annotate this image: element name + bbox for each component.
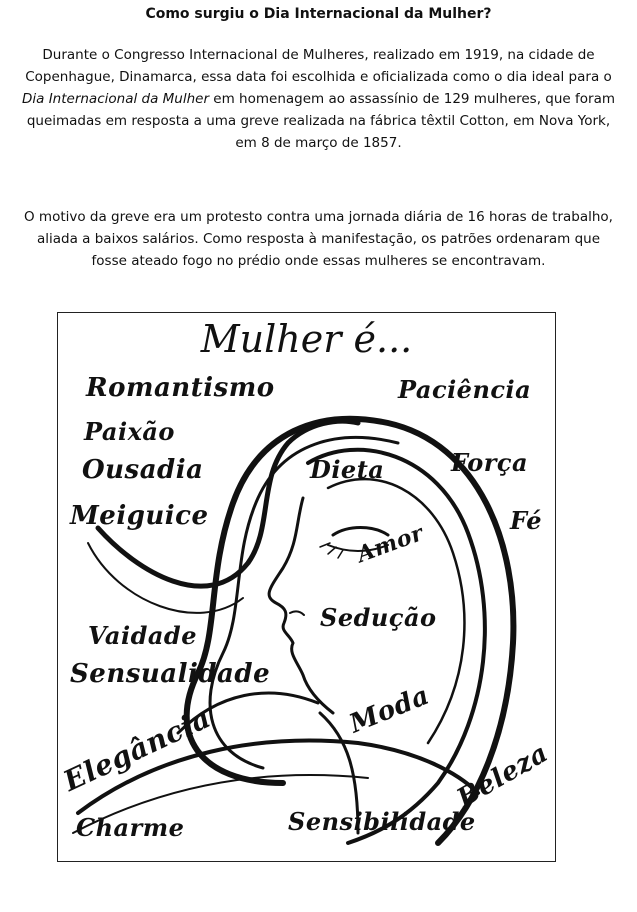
word-sensibilidade: Sensibilidade [288, 807, 476, 836]
word-moda: Moda [345, 680, 434, 740]
word-beleza: Beleza [452, 738, 554, 814]
paragraph-history [20, 44, 617, 154]
word-amor: Amor [353, 520, 428, 568]
word-vaidade: Vaidade [88, 621, 197, 650]
article-title: Como surgiu o Dia Internacional da Mulher? [145, 6, 492, 22]
poster-illustration [57, 312, 556, 862]
word-sensualidade: Sensualidade [70, 659, 271, 689]
word-paixao: Paixão [84, 417, 175, 446]
p1-italic-text: Dia Internacional da Mulher [21, 91, 210, 107]
p1-text-start: Durante o Congresso Internacional de Mulheres, realizado em 1919, na cidade de Copenhague, Dinamarca, essa data foi escolhida e oficializada como o dia ideal para o [25, 47, 612, 85]
paragraph-strike-reason: O motivo da greve era um protesto contra uma jornada diária de 16 horas de trabalho, aliada a baixos salários. Como resposta à manifestação, os patrões ordenaram que fosse ateado fogo no prédio onde essas mulheres se encontravam. [24, 209, 613, 269]
word-forca: Força [451, 448, 529, 477]
word-fe: Fé [510, 506, 542, 535]
word-elegancia: Elegância [58, 701, 216, 798]
word-paciencia: Paciência [398, 375, 532, 404]
word-romantismo: Romantismo [86, 373, 275, 403]
poster-heading: Mulher é... [200, 317, 413, 361]
p1-text-end: em homenagem ao assassínio de 129 mulheres, que foram queimadas em resposta a uma greve realizada na fábrica têxtil Cotton, em Nova York, em 8 de março de 1857. [26, 91, 616, 151]
word-dieta: Dieta [310, 455, 385, 484]
word-seducao: Sedução [320, 603, 437, 632]
word-ousadia: Ousadia [82, 455, 204, 485]
word-meiguice: Meiguice [70, 501, 209, 531]
word-charme: Charme [76, 813, 185, 842]
